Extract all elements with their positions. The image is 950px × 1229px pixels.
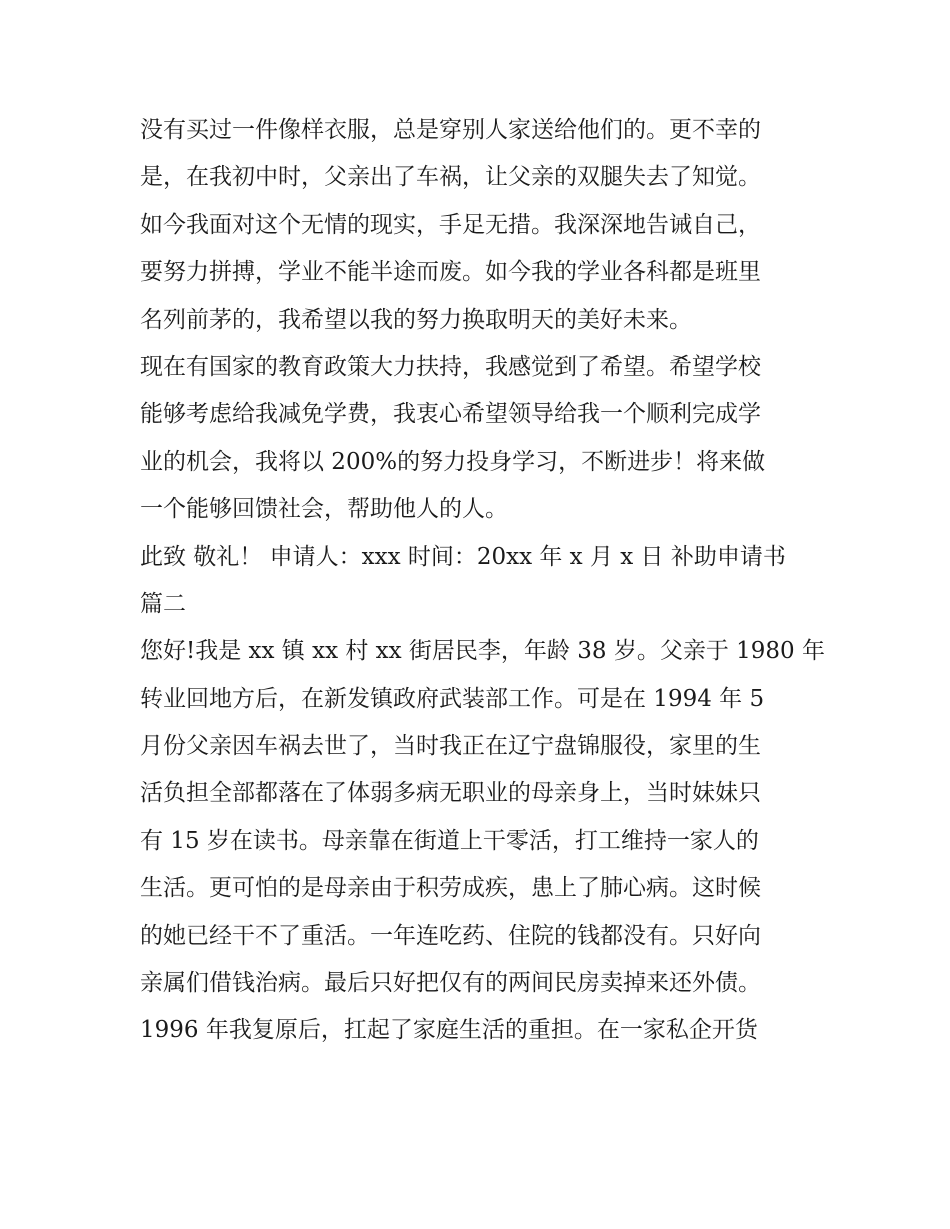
text-line: 如今我面对这个无情的现实，手足无措。我深深地告诫自己，	[140, 211, 761, 238]
text-line: 是，在我初中时，父亲出了车祸，让父亲的双腿失去了知觉。	[140, 164, 761, 191]
document-body	[140, 107, 825, 1055]
text-line: 能够考虑给我减免学费，我衷心希望领导给我一个顺利完成学	[140, 401, 761, 428]
text-line: 有 15 岁在读书。母亲靠在街道上干零活，打工维持一家人的	[140, 827, 759, 854]
text-line: 亲属们借钱治病。最后只好把仅有的两间民房卖掉来还外债。	[140, 970, 761, 997]
text-line: 要努力拼搏，学业不能半途而废。如今我的学业各科都是班里	[140, 259, 761, 286]
text-line: 月份父亲因车祸去世了，当时我正在辽宁盘锦服役，家里的生	[140, 733, 761, 760]
text-line: 您好!我是 xx 镇 xx 村 xx 街居民李，年龄 38 岁。父亲于 1980 年	[140, 638, 825, 665]
text-line: 此致 敬礼！ 申请人：xxx 时间：20xx 年 x 月 x 日 补助申请书	[140, 543, 786, 570]
text-line: 没有买过一件像样衣服，总是穿别人家送给他们的。更不幸的	[140, 117, 761, 143]
text-line: 活负担全部都落在了体弱多病无职业的母亲身上，当时妹妹只	[140, 780, 761, 807]
text-line: 业的机会，我将以 200%的努力投身学习，不断进步！将来做	[140, 448, 766, 475]
text-line: 转业回地方后，在新发镇政府武装部工作。可是在 1994 年 5	[140, 685, 765, 712]
text-line: 一个能够回馈社会，帮助他人的人。	[140, 496, 508, 523]
section-heading: 篇二	[140, 590, 186, 617]
text-line: 现在有国家的教育政策大力扶持，我感觉到了希望。希望学校	[140, 353, 761, 380]
text-line: 1996 年我复原后，扛起了家庭生活的重担。在一家私企开货	[140, 1017, 758, 1044]
text-line: 生活。更可怕的是母亲由于积劳成疾，患上了肺心病。这时候	[140, 875, 761, 902]
text-line: 名列前茅的，我希望以我的努力换取明天的美好未来。	[140, 306, 692, 333]
text-line: 的她已经干不了重活。一年连吃药、住院的钱都没有。只好向	[140, 922, 761, 949]
